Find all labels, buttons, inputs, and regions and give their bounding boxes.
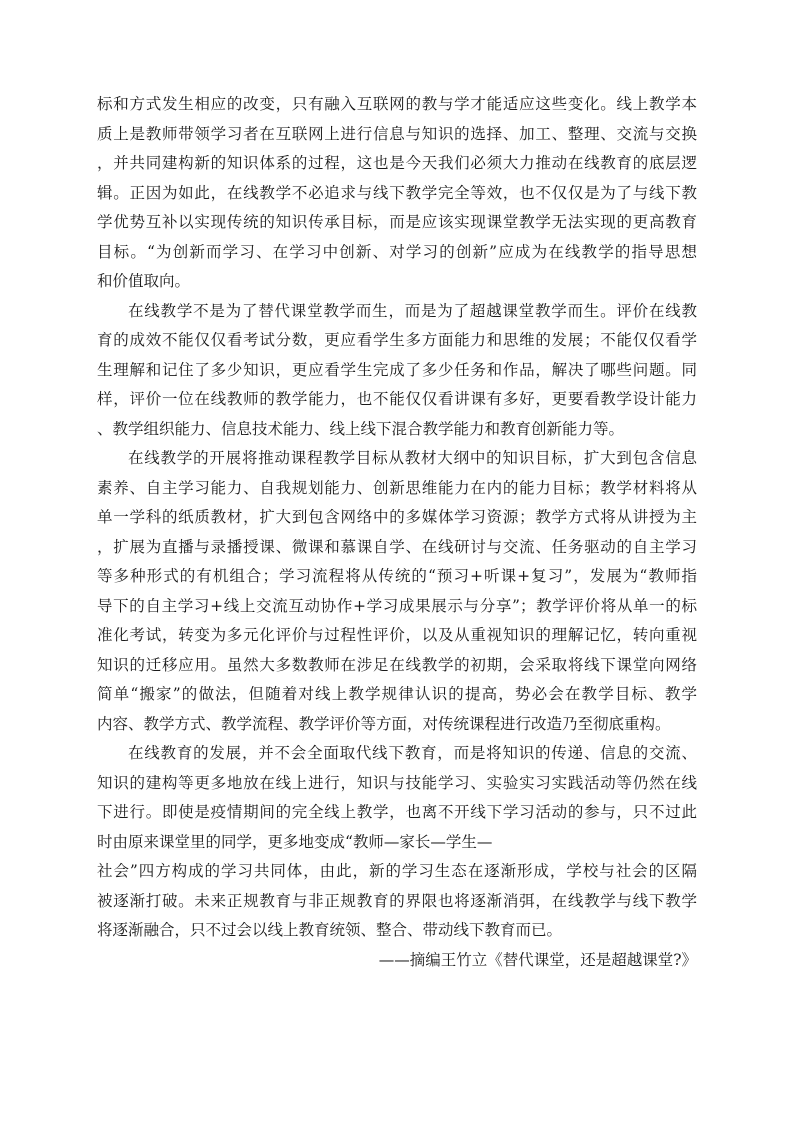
- text-line: 准化考试，转变为多元化评价与过程性评价，以及从重视知识的理解记忆，转向重视: [97, 626, 697, 644]
- text-line: 标和方式发生相应的改变，只有融入互联网的教与学才能适应这些变化。线上教学本: [97, 95, 697, 113]
- text-line: 育的成效不能仅仅看考试分数，更应看学生多方面能力和思维的发展；不能仅仅看学: [97, 331, 697, 349]
- text-line: 单一学科的纸质教材，扩大到包含网络中的多媒体学习资源；教学方式将从讲授为主: [97, 508, 697, 526]
- text-line: 知识的建构等更多地放在线上进行，知识与技能学习、实验实习实践活动等仍然在线: [97, 773, 697, 792]
- text-line: 下进行。即使是疫情期间的完全线上教学，也离不开线下学习活动的参与，只不过此: [97, 803, 697, 821]
- text-line: ，并共同建构新的知识体系的过程，这也是今天我们必须大力推动在线教育的底层逻: [97, 154, 697, 172]
- text-line: 生理解和记住了多少知识，更应看学生完成了多少任务和作品，解决了哪些问题。同: [97, 360, 697, 379]
- text-line: 样，评价一位在线教师的教学能力，也不能仅仅看讲课有多好，更要看教学设计能力: [97, 390, 697, 408]
- text-line: 辑。正因为如此，在线教学不必追求与线下教学完全等效，也不仅仅是为了与线下教: [97, 183, 697, 202]
- text-line: ，扩展为直播与录播授课、微课和慕课自学、在线研讨与交流、任务驱动的自主学习: [97, 537, 697, 556]
- text-line: 被逐渐打破。未来正规教育与非正规教育的界限也将逐渐消弭，在线教学与线下教学: [97, 891, 697, 910]
- text-line: 将逐渐融合，只不过会以线上教育统领、整合、带动线下教育而已。: [97, 921, 563, 939]
- paragraph-first-line: 在线教学不是为了替代课堂教学而生，而是为了超越课堂教学而生。评价在线教: [128, 301, 697, 320]
- text-line: 导下的自主学习+线上交流互动协作+学习成果展示与分享”；教学评价将从单一的标: [97, 596, 697, 615]
- text-line: 和价值取向。: [97, 272, 191, 290]
- text-line: 等多种形式的有机组合；学习流程将从传统的“预习+听课+复习”，发展为“教师指: [97, 567, 697, 585]
- text-line: 质上是教师带领学习者在互联网上进行信息与知识的选择、加工、整理、交流与交换: [97, 124, 697, 143]
- source-attribution: ——摘编王竹立《替代课堂，还是超越课堂?》: [378, 950, 697, 969]
- text-line: 内容、教学方式、教学流程、教学评价等方面，对传统课程进行改造乃至彻底重构。: [97, 714, 671, 733]
- text-line: 学优势互补以实现传统的知识传承目标，而是应该实现课堂教学无法实现的更高教育: [97, 213, 697, 231]
- article-body: [97, 90, 697, 975]
- text-line: 简单“搬家”的做法，但随着对线上教学规律认识的提高，势必会在教学目标、教学: [97, 685, 697, 703]
- paragraph-first-line: 在线教育的发展，并不会全面取代线下教育，而是将知识的传递、信息的交流、: [128, 744, 697, 762]
- text-line: 社会”四方构成的学习共同体，由此，新的学习生态在逐渐形成，学校与社会的区隔: [97, 862, 697, 880]
- text-line: 素养、自主学习能力、自我规划能力、创新思维能力在内的能力目标；教学材料将从: [97, 478, 697, 497]
- paragraph-first-line: 在线教学的开展将推动课程教学目标从教材大纲中的知识目标，扩大到包含信息: [128, 449, 697, 467]
- text-line: 时由原来课堂里的同学，更多地变成“教师—家长—学生—: [97, 832, 493, 851]
- text-line: 目标。“为创新而学习、在学习中创新、对学习的创新”应成为在线教学的指导思想: [97, 242, 697, 261]
- text-line: 、教学组织能力、信息技术能力、线上线下混合教学能力和教育创新能力等。: [97, 419, 625, 438]
- text-line: 知识的迁移应用。虽然大多数教师在涉足在线教学的初期，会采取将线下课堂向网络: [97, 655, 697, 674]
